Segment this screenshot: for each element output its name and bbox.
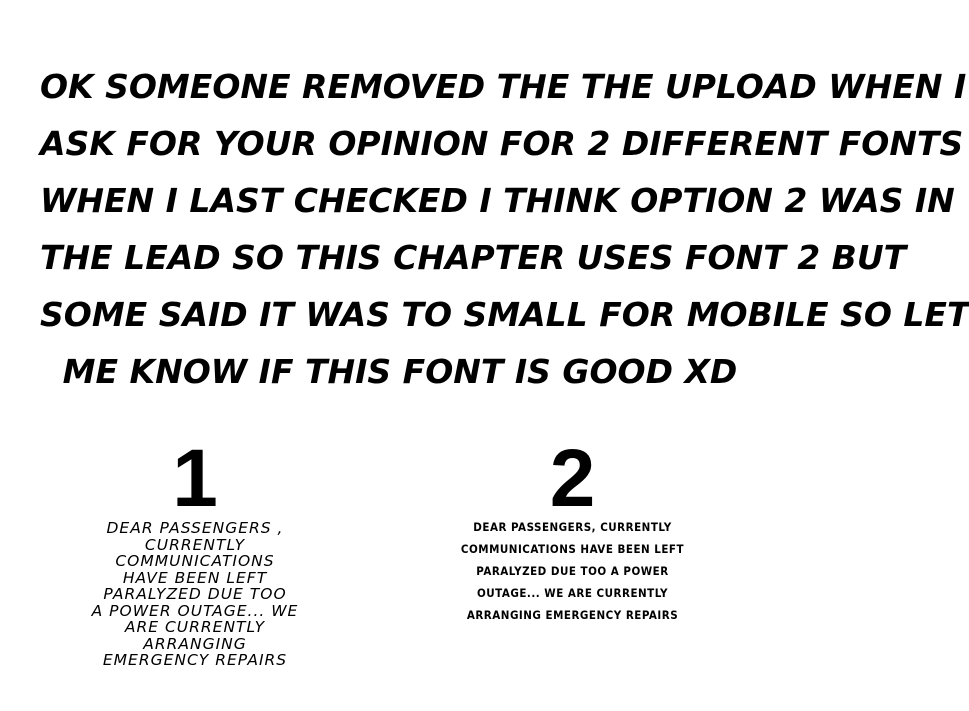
- sample-line: DEAR PASSENGERS ,: [106, 519, 284, 537]
- font-sample-text: [450, 516, 695, 626]
- font-sample-text: [70, 520, 320, 669]
- headline-line: THE LEAD SO THIS CHAPTER USES FONT 2 BUT: [40, 238, 907, 277]
- sample-line: DEAR PASSENGERS, CURRENTLY: [473, 520, 672, 534]
- headline-line: OK SOMEONE REMOVED THE THE UPLOAD WHEN I: [40, 67, 967, 106]
- sample-line: COMMUNICATIONS HAVE BEEN LEFT: [460, 542, 685, 556]
- sample-line: CURRENTLY: [144, 535, 246, 554]
- headline-text: [40, 58, 969, 400]
- sample-line: EMERGENCY REPAIRS: [102, 651, 288, 669]
- sample-line: ARRANGING: [143, 634, 247, 653]
- sample-line: HAVE BEEN LEFT: [122, 568, 268, 587]
- sample-line: OUTAGE... WE ARE CURRENTLY: [476, 586, 669, 600]
- sample-line: COMMUNICATIONS: [115, 552, 275, 570]
- sample-line: A POWER OUTAGE... WE: [91, 601, 299, 620]
- headline-line: ASK FOR YOUR OPINION FOR 2 DIFFERENT FONTS: [40, 124, 964, 163]
- option-number: 1: [172, 433, 218, 524]
- headline-line: WHEN I LAST CHECKED I THINK OPTION 2 WAS IN: [40, 181, 955, 220]
- headline-line: ME KNOW IF THIS FONT IS GOOD XD: [62, 352, 738, 391]
- option-number: 2: [549, 433, 596, 524]
- sample-line: ARE CURRENTLY: [124, 618, 266, 636]
- headline-line: SOME SAID IT WAS TO SMALL FOR MOBILE SO LET: [40, 295, 969, 334]
- font-option-1: [70, 433, 320, 669]
- font-option-2: [450, 433, 695, 626]
- sample-line: PARALYZED DUE TOO A POWER: [476, 564, 669, 578]
- sample-line: ARRANGING EMERGENCY REPAIRS: [466, 608, 679, 622]
- sample-line: PARALYZED DUE TOO: [103, 585, 287, 603]
